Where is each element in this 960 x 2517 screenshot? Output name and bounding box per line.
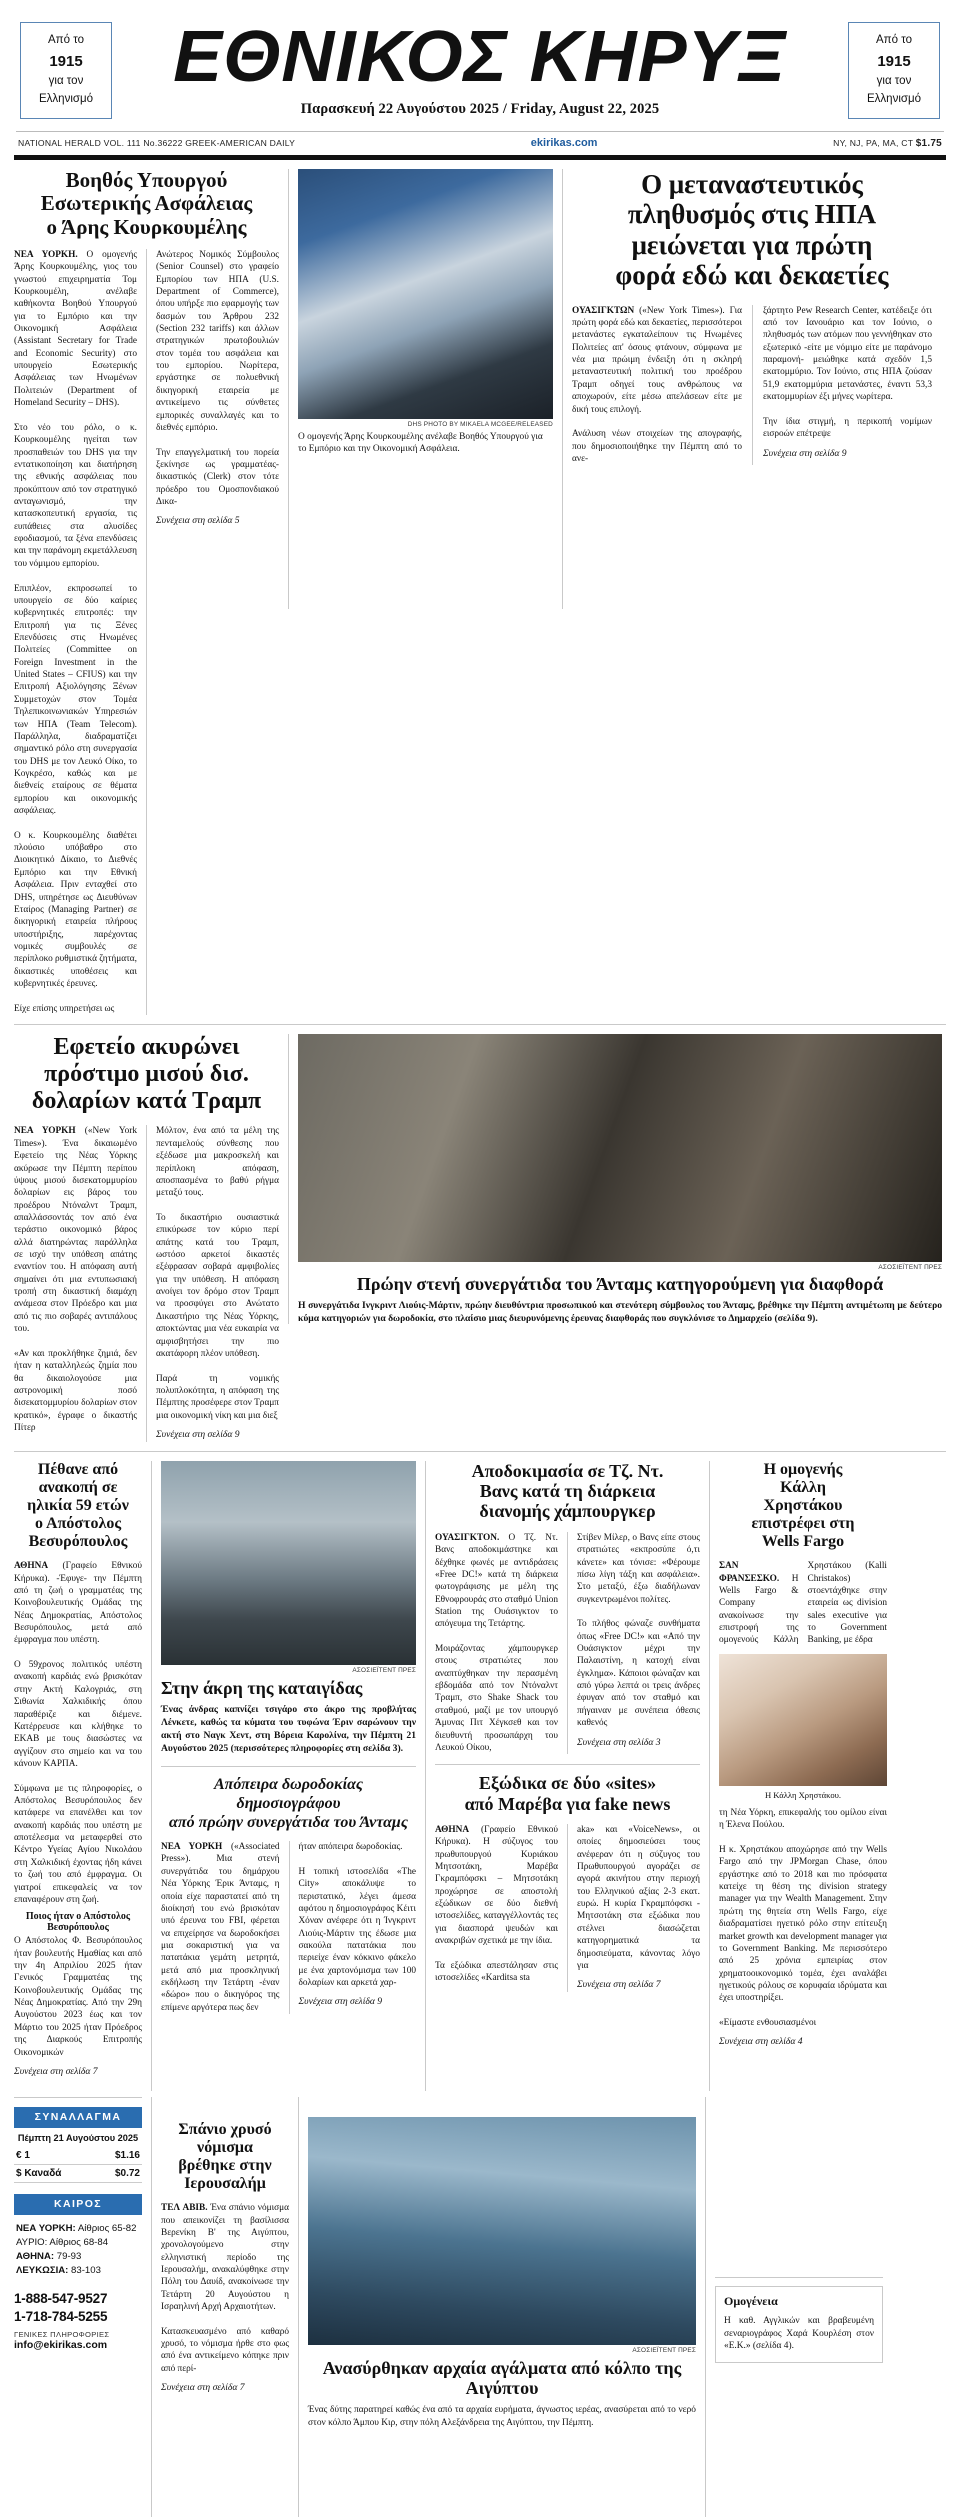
adams-aide-caption-body: Η συνεργάτιδα Ινγκριντ Λιούις-Μάρτιν, πρώην διευθύντρια προσωπικού και στενότερη σύμβουλος του Άνταμς, βρέθηκε την Πέμπτη αντιμέτωπη με δεύτερο κύμα κατηγοριών για δωροδοκία, στο πλαίσιο μιας διευρυνόμενης έρευνας διαφθοράς που συγκλόνισε το Δημαρχείο (σελίδα 9).	[298, 1300, 942, 1325]
top-section	[14, 169, 946, 1015]
headline-line-1: Απόπειρα δωροδοκίας δημοσιογράφου	[213, 1775, 364, 1812]
headline-line-3: Χρηστάκου	[763, 1496, 843, 1514]
kourkoumelis-photo-block	[298, 169, 553, 1015]
currency-row	[14, 2165, 142, 2183]
bribery-headline	[161, 1775, 416, 1833]
storm-caption: Ένας άνδρας καπνίζει τσιγάρο στο άκρο της προβλήτας Λένκετε, καθώς τα κύματα του τυφώνα Έριν σαρώνουν την ακτή στο Ναγκ Χεντ, στη Βόρεια Καρολίνα, την Πέμπτη 21 Αυγούστου 2025 (περισσότερες πληροφορίες στη σελίδα 3).	[161, 1704, 416, 1754]
trump-fine-continued[interactable]: Συνέχεια στη σελίδα 9	[155, 1429, 240, 1441]
migration-col-2: ξάρτητο Pew Research Center, κατέδειξε ότι από τον Ιανουάριο και τον Ιούνιο, ο πληθυσμός των ατόμων που γεννήθηκαν στο εξωτερικό -είτε με νόμιμο είτε με παράνομο παραμονή- μειώθηκε κατά σχεδόν 1,5 εκατομμύριο. Τον Ιούνιο, στις ΗΠΑ ζούσαν 51,9 εκατομμύρια μετανάστες, έναντι 53,3 εκατομμυρίων έξι μήνες νωρίτερα. Την ίδια στιγμή, η περικοπή νομίμων εισροών επέτρεψε Συνέχεια στη σελίδα 9	[762, 305, 932, 459]
weather-rows	[14, 2222, 142, 2278]
weather-city: ΑΥΡΙΟ:	[16, 2237, 48, 2249]
migration-columns	[572, 305, 932, 466]
bribery-columns	[161, 1841, 416, 2014]
currency-label: € 1	[16, 2149, 30, 2161]
since-bottom-label: Ελληνισμό	[39, 92, 93, 105]
volume-info: NATIONAL HERALD VOL. 111 No.36222 GREEK-AMERICAN DAILY	[18, 137, 296, 148]
vesouropoulos-continued[interactable]: Συνέχεια στη σελίδα 7	[14, 2065, 98, 2077]
newspaper-title: ΕΘΝΙΚΟΣ ΚΗΡΥΞ	[173, 16, 787, 97]
coin-body: ΤΕΛ ΑΒΙΒ. Ένα σπάνιο νόμισμα που απεικονίζει τη βασίλισσα Βερενίκη Β' της Αιγύπτου, χρονολογούμενο στην ελληνιστική περίοδο της Ιερουσαλήμ, ανακαλύφθηκε στην Πόλη του Δαυίδ, ανακοίνωσε την Τετάρτη 20 Αυγούστου η Ισραηλινή Αρχή Αρχαιοτήτων. Κατασκευασμένο από καθαρό χρυσό, το νόμισμα ήρθε στο φως από ένα αντικείμενο κόπηκε πριν από περί-	[161, 2203, 289, 2374]
coin-continued[interactable]: Συνέχεια στη σελίδα 7	[161, 2382, 245, 2394]
kourkoumelis-caption: Ο ομογενής Άρης Κουρκουμέλης ανέλαβε Βοηθός Υπουργού για το Εμπόριο και την Οικονομική Ασφάλεια.	[298, 431, 543, 454]
adams-aide-photo	[298, 1034, 942, 1262]
headline-line-2: πληθυσμός στις ΗΠΑ	[627, 199, 877, 230]
since-mid-label: για τον	[876, 75, 912, 88]
adams-aide-photo-credit: ΑΣΟΣΙΕΪΤΕΝΤ ΠΡΕΣ	[878, 1264, 942, 1272]
headline-line-1: Αποδοκιμασία σε Τζ. Ντ.	[471, 1460, 664, 1481]
headline-line-2: Εσωτερικής Ασφάλειας	[40, 191, 253, 216]
headline-line-1: Ο μεταναστευτικός	[641, 168, 863, 199]
headline-line-3: ο Άρης Κουρκουμέλης	[46, 215, 247, 240]
kourkoumelis-photo-credit: DHS PHOTO BY MIKAELA MCGEE/RELEASED	[407, 420, 553, 428]
headline-line-2: πρόστιμο μισού δισ.	[44, 1061, 249, 1088]
weather-value: 79-93	[54, 2251, 82, 2263]
currency-value: $1.16	[114, 2149, 140, 2161]
vesouropoulos-headline	[14, 1461, 142, 1551]
headline-line-2: Κάλλη	[780, 1478, 826, 1496]
vance-headline	[435, 1461, 700, 1522]
headline-line-2: από πρώην συνεργάτιδα του Άνταμς	[169, 1813, 408, 1831]
headline-line-1: Βοηθός Υπουργού	[65, 167, 228, 192]
story-kourkoumelis	[14, 169, 279, 1015]
story-wells-fargo	[719, 1461, 887, 2091]
weather-city: ΑΘΗΝΑ:	[16, 2251, 55, 2263]
storm-headline: Στην άκρη της καταιγίδας	[161, 1677, 363, 1698]
top-black-bar	[14, 155, 946, 160]
weather-row	[14, 2264, 142, 2278]
since-badge-left	[20, 22, 112, 119]
story-vance	[435, 1461, 700, 2091]
masthead-date: Παρασκευή 22 Αυγούστου 2025 / Friday, August 22, 2025	[300, 100, 660, 117]
headline-line-4: επιστρέφει στη	[751, 1515, 855, 1533]
story-storm	[161, 1461, 416, 2091]
email-link[interactable]: info@ekirikas.com	[14, 2339, 108, 2352]
weather-value: Αίθριος 68-84	[47, 2237, 109, 2249]
masthead-info-bar	[14, 132, 946, 155]
headline-line-3: δολαρίων κατά Τραμπ	[31, 1088, 262, 1115]
currency-box-header: ΣΥΝΑΛΛΑΓΜΑ	[14, 2107, 142, 2128]
section-divider-1	[14, 1024, 946, 1025]
wells-fargo-body-2: τη Νέα Υόρκη, επικεφαλής του ομίλου είναι η Έλενα Πούλου. Η κ. Χρηστάκου αποχώρησε από την Wells Fargo από την JPMorgan Chase, όπου εργάστηκε από το 2018 και πιο πρόσφατα κατείχε τη θέση της division strategy manager για την Wealth Management. Στην πρώτη της θητεία στη Wells Fargo, είχε διαδραματίσει ηγετικό ρόλο στην επίτευξη market growth και development manager για το Government Banking. Με περισσότερο από 25 χρόνια εμπειρίας στον χρηματοοικονομικό τομέα, έχει αναλάβει ηγετικούς ρόλους σε κορυφαία ιδρύματα και έχει υποστηρίξει. «Είμαστε ενθουσιασμένοι	[719, 1807, 887, 2029]
vesouropoulos-body-2: Ο Απόστολος Φ. Βεσυρόπουλος ήταν βουλευτής Ημαθίας και από την 4η Απριλίου 2025 ήταν Γενικός Γραμματέας της Κοινοβουλευτικής Ομάδας της Νέας Δημοκρατίας. Από την 29η Αυγούστου 2023 έως και τον Μάρτιο του 2025 ήταν Πρόεδρος της Διαρκούς Επιτροπής Οικονομικών	[14, 1936, 142, 2058]
general-info-label: ΓΕΝΙΚΕΣ ΠΛΗΡΟΦΟΡΙΕΣ	[14, 2330, 110, 2340]
headline-line-4: ο Απόστολος	[34, 1515, 122, 1533]
bottom-section	[14, 2097, 946, 2517]
story-bribery	[161, 1775, 416, 2015]
headline-line-3: διανομής χάμπουργκερ	[479, 1501, 656, 1522]
christakos-photo-caption: Η Κάλλη Χρηστάκου.	[764, 1789, 842, 1800]
kourkoumelis-continued[interactable]: Συνέχεια στη σελίδα 5	[155, 515, 240, 527]
trump-fine-columns	[14, 1125, 279, 1441]
trump-fine-headline	[14, 1034, 279, 1115]
storm-photo	[161, 1461, 416, 1665]
price-states: NY, NJ, PA, MA, CT	[833, 137, 914, 148]
story-vesouropoulos	[14, 1461, 142, 2091]
currency-label: $ Καναδά	[16, 2167, 62, 2179]
headline-line-4: Ιερουσαλήμ	[184, 2175, 266, 2193]
vesouropoulos-subhead: Ποιος ήταν ο Απόστολος Βεσυρόπουλος	[25, 1911, 131, 1934]
info-sidebar	[14, 2097, 142, 2517]
masthead-center	[112, 16, 848, 118]
migration-continued[interactable]: Συνέχεια στη σελίδα 9	[762, 447, 847, 459]
headline-line-1: Πέθανε από	[37, 1460, 119, 1478]
second-section	[14, 1034, 946, 1442]
headline-line-2: ανακοπή σε	[38, 1478, 118, 1496]
vance-col-2: Στίβεν Μίλερ, ο Βανς είπε στους στρατιώτες «εκπροσύπε ό,τι κάνετε» και τόνισε: «Φέρουμε πίσω λίγη τάξη και ασφάλεια». Στο μεταξύ, έξω διαδήλωναν συγκεντρωμένοι πολίτες. Το πλήθος φώναζε συνθήματα όπως «Free DC!» και «Από την Ουάσιγκτον μέχρι την Παλαιστίνη, η κατοχή είναι έγκλημα». Κάποιοι φώναζαν και από γύρω λεπτά οι τρεις άνδρες έφυγαν από τον σταθμό και πήγαιναν με συνέπεια όθεσις καθενός Συνέχεια στη σελίδα 3	[576, 1532, 700, 1748]
wells-fargo-headline	[719, 1461, 887, 1551]
statues-caption: Ένας δύτης παρατηρεί καθώς ένα από τα αρχαία ευρήματα, άγνωστος ιερέας, ανασύρεται από το νερό στον κόλπο Άμπου Κιρ, στην πόλη Αλεξάνδρεια της Αιγύπτου, την Πέμπτη.	[308, 2405, 696, 2428]
wells-fargo-body: ΣΑΝ ΦΡΑΝΣΕΣΚΟ. Η Wells Fargo & Company ανακοίνωσε την επιστροφή της ομογενούς Κάλλη Χρηστάκου (Kalli Christakos) στοεντάχθηκε στην εταιρεία ως division sales executive για το Government Banking, με έδρα	[719, 1561, 887, 1646]
weather-box-header: ΚΑΙΡΟΣ	[14, 2194, 142, 2215]
statues-headline: Ανασύρθηκαν αρχαία αγάλματα από κόλπο της Αιγύπτου	[322, 2357, 682, 2399]
story-coin	[161, 2097, 289, 2517]
headline-line-1: Εξώδικα σε δύο «sites»	[478, 1773, 657, 1794]
since-mid-label: για τον	[48, 75, 84, 88]
trump-fine-col-1: ΝΕΑ ΥΟΡΚΗ («New York Times»). Ένα δικαιωμένο Εφετείο της Νέας Υόρκης ακύρωσε την Πέμπτη περίπου ύψους μισού δισεκατομμυρίου δολαρίων εις βάρος του προέδρου Ντόναλντ Τραμπ, απαλλάσσοντάς τον από ένα τεράστιο οικονομικό βάρος αλλά διατηρώντας παράλληλα σε ισχύ την υπόθεση απάτης εναντίον του. Η απόφαση αυτή σημαίνει ότι μια εντυπωσιακή τροπή στη δικαστική διαμάχη ανάμεσα στον Πρόεδρο και μια από τις πιο σοβαρές αντιπάλους του. «Αν και προκλήθηκε ζημιά, δεν ήταν η καταλληλεώς ζημία που θα δικαιολογούσε μια αστρονομική ποσό δισεκατομμυρίου δολαρίων στον κρατικό», έγραφε ο δικαστής Πίτερ	[14, 1126, 138, 1434]
vance-continued[interactable]: Συνέχεια στη σελίδα 3	[576, 1736, 661, 1748]
bribery-col-1: ΝΕΑ ΥΟΡΚΗ («Associated Press»). Μια στενή συνεργάτιδα του δημάρχου Νέα Υόρκης Έρικ Άνταμς, η οποία είχε παραστατεί από τη διοίκησή του ενώ βρισκόταν υπό έρευνα του FBI, φέρεται να επιχείρησε να δωροδοκήσει μια σοκαριστική για να πατατάκια γεμάτη μετρητά, μετά από μια προσκληνική εκδήλωση την Τετάρτη -έναν «δώρο» που ο δικηγόρος της επίμενε αργότερα πως δεν	[161, 1842, 280, 2013]
website-link[interactable]: ekirikas.com	[530, 136, 598, 149]
currency-value: $0.72	[114, 2167, 140, 2179]
weather-value: 83-103	[68, 2265, 101, 2277]
price-value: $1.75	[915, 137, 942, 149]
masthead	[14, 18, 946, 119]
omogeneia-text: Η καθ. Αγγλικών και βραβευμένη σεναριογράφος Χαρά Κουρλέση στον «Ε.Κ.» (σελίδα 4).	[724, 2315, 874, 2352]
kourkoumelis-headline	[14, 169, 279, 240]
christakos-photo	[719, 1654, 887, 1786]
story-statues	[308, 2097, 696, 2517]
headline-line-5: Wells Fargo	[761, 1533, 845, 1551]
headline-line-1: Σπάνιο χρυσό	[178, 2120, 272, 2138]
kourkoumelis-photo	[298, 169, 553, 419]
mareva-col-1: ΑΘΗΝΑ (Γραφείο Εθνικού Κήρυκα). Η σύζυγος του πρωθυπουργού Κυριάκου Μητσοτάκη, Μαρέβα Γκραμπόφσκι – Μητσοτάκη προχώρησε σε αποστολή εξώδικων σε δύο διεθνή ιστοσελίδες, καταγγέλλοντάς τες για διασπορά ψευδών και ανακριβών σχετικά με την ίδια. Τα εξώδικα απεστάλησαν στις ιστοσελίδες «Karditsa sta	[435, 1824, 559, 1984]
weather-value: Αίθριος 65-82	[75, 2223, 137, 2235]
mareva-continued[interactable]: Συνέχεια στη σελίδα 7	[576, 1979, 661, 1991]
weather-row	[14, 2250, 142, 2264]
vance-columns	[435, 1532, 700, 1754]
statues-photo-credit: ΑΣΟΣΙΕΪΤΕΝΤ ΠΡΕΣ	[632, 2346, 696, 2354]
headline-line-3: βρέθηκε στην	[178, 2156, 272, 2174]
weather-row	[14, 2236, 142, 2250]
story-mareva	[435, 1773, 700, 1992]
vance-col-1: ΟΥΑΣΙΓΚΤΟΝ. Ο Τζ. Ντ. Βανς αποδοκιμάστηκε και δέχθηκε φωνές με αντιδράσεις «Free DC!» κατά τη διάρκεια φωτογράφισης με μέλη της Εθνοφρουράς στο σταθμό Union Station της Ουάσιγκτον το απόγευμα της Τετάρτης. Μοιράζοντας χάμπουργκερ στους στρατιώτες που αναπτύχθηκαν την περασμένη εβδομάδα από τον Ντόναλντ Τραμπ, στο Shake Shack του σταθμού, μαζί με τον υπουργό Άμυνας Πιτ Χέγκσεθ και τον διευθυντή προσωπάρχη του Λευκού Οίκου,	[435, 1532, 559, 1753]
story-trump-fine	[14, 1034, 279, 1442]
since-year: 1915	[877, 52, 911, 70]
headline-line-2: από Μαρέβα για fake news	[464, 1793, 671, 1814]
phone-toll-free[interactable]: 1-888-547-9527	[14, 2290, 108, 2306]
headline-line-2: νόμισμα	[197, 2138, 253, 2156]
mareva-col-2: aka» και «VoiceNews», οι οποίες δημοσιεύσει τους ανέφεραν ότι η σύζυγος του Πρωθυπουργού αγοράζει σε αγορά ακινήτου στην περιοχή του Ελληνικού αξίας 2-3 εκατ. ευρώ. Η κυρία Γκραμπόφσκι - Μητσοτάκη στα εξώδικα που στέλνει διασώζεται κατηγορηματικά τα δημοσιεύματα, κάνοντας λόγο για Συνέχεια στη σελίδα 7	[576, 1824, 700, 1991]
contact-block	[14, 2290, 142, 2352]
weather-row	[14, 2222, 142, 2236]
headline-line-5: Βεσυρόπουλος	[28, 1533, 128, 1551]
omogeneia-title: Ομογένεια	[724, 2293, 778, 2308]
migration-headline	[572, 169, 932, 291]
omogeneia-block	[715, 2097, 883, 2517]
bribery-col-2: ήταν απόπειρα δωροδοκίας. Η τοπική ιστοσελίδα «The City» αποκάλυψε το περιστατικό, λέγει άμεσα αφότου η δημοσιογράφος Κέιτι Χόναν ανέφερε ότι η Ίνγκριντ Λιούις-Μάρτιν της έδωσε μια σακούλα πατατάκια που περιείχε έναν κόκκινο φάκελο με ένα χαρτονόμισμα των 100 δολαρίων και αρκετά χαρ- Συνέχεια στη σελίδα 9	[298, 1842, 416, 2008]
headline-line-3: μειώνεται για πρώτη	[631, 229, 873, 260]
adams-aide-block	[298, 1034, 942, 1442]
headline-line-3: ηλικία 59 ετών	[27, 1496, 129, 1514]
headline-line-4: φορά εδώ και δεκαετίες	[615, 260, 889, 291]
kourkoumelis-col-2: Ανώτερος Νομικός Σύμβουλος (Senior Counsel) στο γραφείο Εμπορίου των ΗΠΑ (U.S. Department of Commerce), όπου υπήρξε πιο εφαρμογής των δασμών του Άρθρου 232 (Section 232 tariffs) και άλλων στρατηγικών πρωτοβουλιών στον τομέα του ασφάλεια και του εμπορίου. Νωρίτερα, εργάστηκε σε πολυεθνική δικηγορική εταιρεία με αντικείμενο τις σύνθετες εμπορικές συναλλαγές και το διεθνές εμπόριο. Την επαγγελματική του πορεία ξεκίνησε ως γραμματέας-δικαστικός (Clerk) στον τότε πρόεδρο του Ομοσπονδιακού Δικα- Συνέχεια στη σελίδα 5	[155, 249, 279, 527]
headline-line-1: Η ομογενής	[763, 1460, 843, 1478]
headline-line-2: Βανς κατά τη διάρκεια	[479, 1481, 656, 1502]
vesouropoulos-body: ΑΘΗΝΑ (Γραφείο Εθνικού Κήρυκα). -Έφυγε- την Πέμπτη από τη ζωή ο γραμματέας της Κοινοβουλευτικής Ομάδας της Νέας Δημοκρατίας, Απόστολος Βεσυρόπουλος, μετά από έμφραγμα που υπέστη. Ο 59χρονος πολιτικός υπέστη ανακοπή καρδιάς ενώ βρισκόταν στην Ακτή Καλογριάς, στη Σιθωνία Χαλκιδικής όπου παραθέριζε και διέμενε. Κατέρρευσε και κλήθηκε το ΕΚΑΒ με τους διασώστες να αγγίζουν στο σημείο και να του κάνουν ΚΑΡΠΑ. Σύμφωνα με τις πληροφορίες, ο Απόστολος Βεσυρόπουλος δεν κατάφερε να επανέλθει και τον ανακοπή καρδιάς που υπέστη με αποτέλεσμα να μεταφερθεί στο Κέντρο Υγείας Αγίου Νικολάου στη Χαλκιδική έχοντας ήδη κάνει το ζωή του από έμφραγμα. Οι γιατροί επικεφαλείς να τον επαναφέρουν στη ζωή.	[14, 1561, 142, 1905]
weather-city: ΝΕΑ ΥΟΡΚΗ:	[16, 2223, 76, 2235]
currency-date: Πέμπτη 21 Αυγούστου 2025	[17, 2132, 139, 2143]
coin-headline	[161, 2121, 289, 2193]
currency-row	[14, 2147, 142, 2165]
since-top-label: Από το	[48, 34, 84, 46]
wells-fargo-continued[interactable]: Συνέχεια στη σελίδα 4	[719, 2036, 803, 2048]
mareva-headline	[435, 1773, 700, 1814]
section-divider-2	[14, 1451, 946, 1452]
mareva-columns	[435, 1824, 700, 1992]
story-migration	[572, 169, 932, 1015]
kourkoumelis-col-1: ΝΕΑ ΥΟΡΚΗ. Ο ομογενής Άρης Κουρκουμέλης, γιος του γνωστού επιχειρηματία Τομ Κουρκουμέλη, ανέλαβε καθήκοντα Βοηθού Υπουργού για το Εμπόριο και την Οικονομική Ασφάλεια (Assistant Secretary for Trade and Economic Security) στο υπουργείο Εσωτερικής Ασφάλειας των Ηνωμένων Πολιτειών (Department of Homeland Security – DHS). Στο νέο του ρόλο, ο κ. Κουρκουμέλης ηγείται των προσπαθειών του DHS για την εντατικοποίηση και διατήρηση της εθνικής ασφάλειας που προκύπτουν από τον στρατηγικό ανταγωνισμό, την κατασκοπευτική εργασία, τις ευπάθειες στα αλυσίδες εφοδιασμού, τα ξένα επενδύσεις και την παράνομη εκμετάλλευση του νόμιμου εμπορίου. Επιπλέον, εκπροσωπεί το υπουργείο σε δύο καίριες κυβερνητικές επιτροπές: την Επιτροπή για τις Ξένες Επενδύσεις στις Ηνωμένες Πολιτείες (Committee on Foreign Investment in the United States – CFIUS) και την Επιτροπή Αξιολόγησης Ξένων Συμμετοχών στον Τομέα Τηλεπικοινωνιακών Υπηρεσιών των ΗΠΑ (Team Telecom). Παράλληλα, διαδραματίζει σημαντικό ρόλο στη συνεργασία του DHS με τον Λευκό Οίκο, το Κογκρέσο, καθώς και με διεθνείς εταίρους σε θέματα εμπορίου και οικονομικής ασφάλειας. Ο κ. Κουρκουμέλης διαθέτει πλούσιο υπόβαθρο στο Διοικητικό Δίκαιο, το Διεθνές Εμπόριο και την Εθνική Ασφάλεια. Πριν ενταχθεί στο DHS, υπηρέτησε ως Διευθύνων Εταίρος (Managing Partner) σε δικηγορική εταιρεία πλήρους υποστήριξης, παρέχοντας νομικές συμβουλές σε περίπλοκο ρυθμιστικά ζητήματα, δικαστικές υποθέσεις και κυβερνητικές έρευνες. Είχε επίσης υπηρετήσει ως	[14, 249, 138, 1014]
third-section	[14, 1461, 946, 2091]
since-badge-right	[848, 22, 940, 119]
storm-photo-credit: ΑΣΟΣΙΕΪΤΕΝΤ ΠΡΕΣ	[352, 1666, 416, 1674]
omogeneia-box[interactable]	[715, 2286, 883, 2363]
headline-line-1: Εφετείο ακυρώνει	[53, 1034, 240, 1061]
since-year: 1915	[49, 52, 83, 70]
migration-col-1: ΟΥΑΣΙΓΚΤΩΝ («New York Times»). Για πρώτη φορά εδώ και δεκαετίες, περισσότεροι μετανάστες εγκαταλείπουν τις Ηνωμένες Πολιτείες απ' όσους φτάνουν, σύμφωνα με νέα μια πρώιμη ένδειξη ότι η σκληρή μεταναστευτική πολιτική του προέδρου Τραμπ οδηγεί τους ανθρώπους να αποχωρούν, είτε μέσω απελάσεων είτε με δική τους επιλογή. Ανάλυση νέων στοιχείων της απογραφής, που δημοσιοποιήθηκε την Πέμπτη από το ανε-	[572, 305, 742, 464]
weather-city: ΛΕΥΚΩΣΙΑ:	[16, 2265, 69, 2277]
since-bottom-label: Ελληνισμό	[867, 92, 921, 105]
adams-aide-caption-headline: Πρώην στενή συνεργάτιδα του Άνταμς κατηγορούμενη για διαφθορά	[356, 1274, 884, 1295]
phone-local[interactable]: 1-718-784-5255	[14, 2308, 108, 2324]
since-top-label: Από το	[876, 34, 912, 46]
trump-fine-col-2: Μόλτον, ένα από τα μέλη της πενταμελούς σύνθεσης που εξέδωσε μια μακροσκελή και περίπλοκη απόφαση, αποσπασμένα το βαθύ ρήγμα μεταξύ τους. Το δικαστήριο ουσιαστικά επικύρωσε τον κύριο περί απάτης κατά του Τραμπ, ωστόσο αρκετοί δικαστές εξέφρασαν σοβαρά αμφιβολίες για την υπόθεση. Η απόφαση ανοίγει τον δρόμο στον Τραμπ να προσφύγει στο Ανώτατο Δικαστήριο της Νέας Υόρκης, αποκτώντας μια νέα ευκαιρία να αμφισβητήσει την πιο ακατάφορη πλέον υπόθεση. Παρά τη νομικής πολυπλοκότητα, η απόφαση της Πέμπτης προσέφερε στον Τραμπ μια οικονομική νίκη και μια διεξ Συνέχεια στη σελίδα 9	[155, 1126, 279, 1441]
price-info	[833, 138, 942, 149]
bribery-continued[interactable]: Συνέχεια στη σελίδα 9	[298, 1996, 383, 2008]
kourkoumelis-columns	[14, 249, 279, 1015]
statues-photo	[308, 2117, 696, 2345]
